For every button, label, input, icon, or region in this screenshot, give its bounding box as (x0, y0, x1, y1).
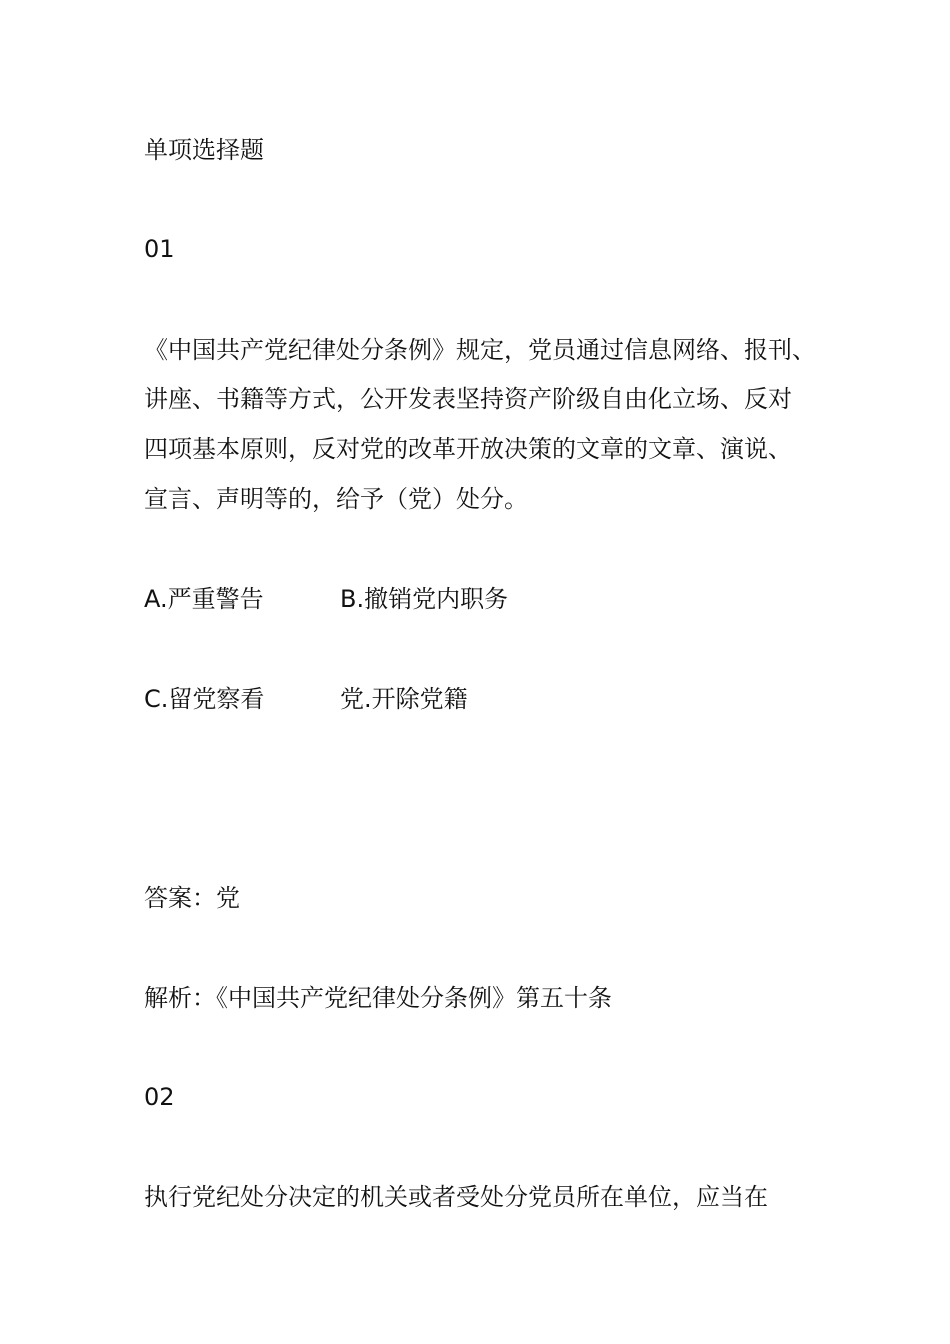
section-title: 单项选择题 (144, 136, 264, 164)
answer: 答案：党 (144, 884, 240, 912)
question-stem-line: 四项基本原则，反对党的改革开放决策的文章的文章、演说、 (144, 435, 792, 463)
question-number: 02 (144, 1083, 175, 1111)
option-a: A.严重警告 (144, 585, 264, 613)
option-c: C.留党察看 (144, 685, 265, 713)
question-stem-line: 执行党纪处分决定的机关或者受处分党员所在单位，应当在 (144, 1183, 768, 1211)
question-stem-line: 讲座、书籍等方式，公开发表坚持资产阶级自由化立场、反对 (144, 385, 792, 413)
question-number: 01 (144, 235, 175, 263)
question-stem-line: 《中国共产党纪律处分条例》规定，党员通过信息网络、报刊、 (144, 336, 816, 364)
option-b: B.撤销党内职务 (340, 585, 509, 613)
question-stem-line: 宣言、声明等的，给予（党）处分。 (144, 485, 528, 513)
analysis: 解析：《中国共产党纪律处分条例》第五十条 (144, 984, 612, 1012)
option-d: 党.开除党籍 (340, 685, 468, 713)
